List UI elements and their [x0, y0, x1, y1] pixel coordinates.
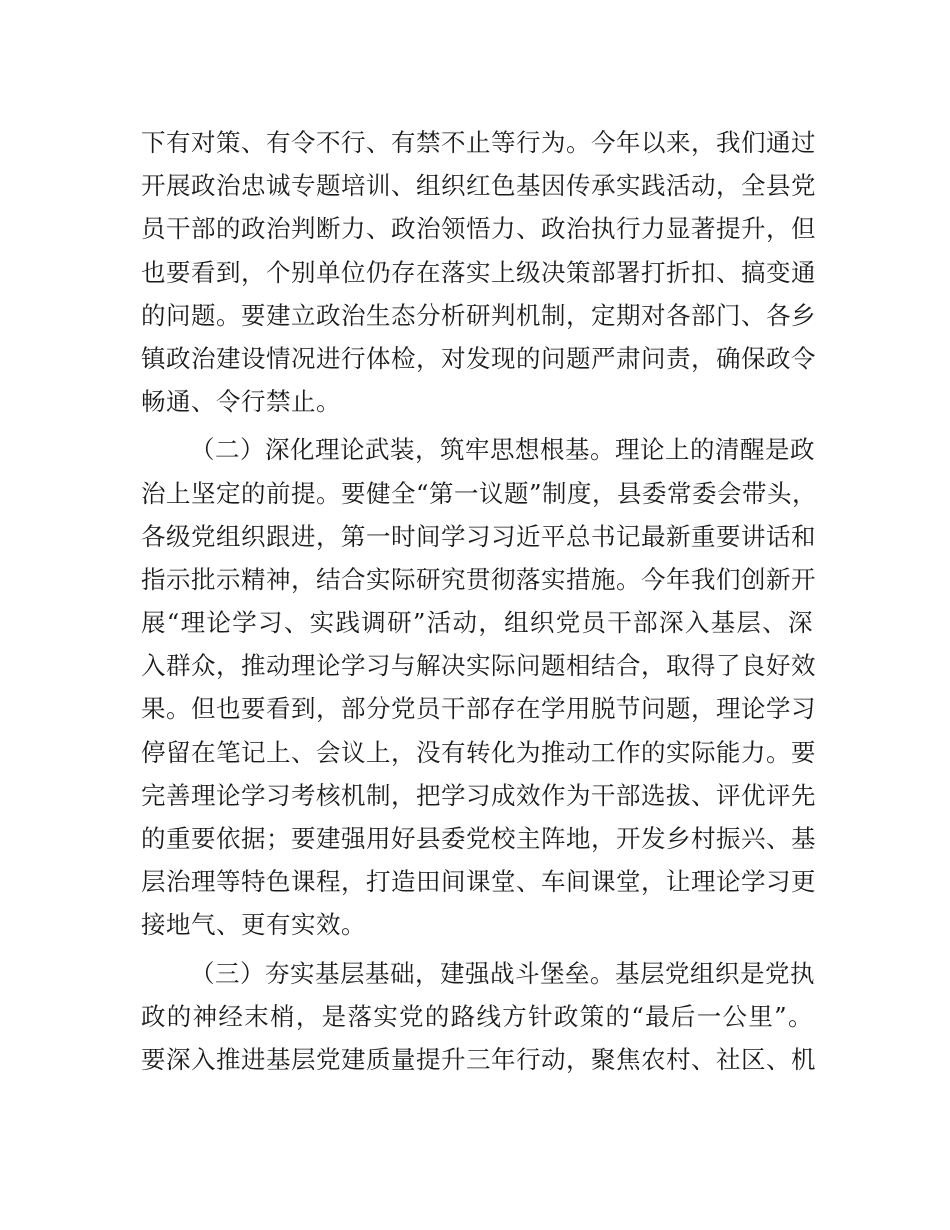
text-line: 停留在笔记上、会议上，没有转化为推动工作的实际能力。要 — [141, 737, 816, 767]
text-line: （三）夯实基层基础，建强战斗堡垒。基层党组织是党执 — [190, 958, 815, 988]
text-line: 接地气、更有实效。 — [141, 910, 366, 940]
text-line: 下有对策、有令不行、有禁不止等行为。今年以来，我们通过 — [141, 128, 816, 157]
text-line: 的问题。要建立政治生态分析研判机制，定期对各部门、各乡 — [141, 300, 816, 330]
text-line: 政的神经末梢，是落实党的路线方针政策的“最后一公里”。 — [141, 1001, 813, 1031]
text-line: 入群众，推动理论学习与解决实际问题相结合，取得了良好效 — [141, 651, 816, 681]
text-line: 果。但也要看到，部分党员干部存在学用脱节问题，理论学习 — [141, 694, 816, 724]
text-line: 各级党组织跟进，第一时间学习习近平总书记最新重要讲话和 — [141, 521, 816, 551]
text-line: 员干部的政治判断力、政治领悟力、政治执行力显著提升，但 — [141, 214, 816, 244]
text-line: 指示批示精神，结合实际研究贯彻落实措施。今年我们创新开 — [141, 564, 816, 594]
text-line: 展“理论学习、实践调研”活动，组织党员干部深入基层、深 — [141, 608, 813, 638]
text-line: 镇政治建设情况进行体检，对发现的问题严肃问责，确保政令 — [141, 343, 816, 373]
document-body — [141, 121, 818, 1081]
text-line: 开展政治忠诚专题培训、组织红色基因传承实践活动，全县党 — [141, 171, 816, 201]
text-line: 要深入推进基层党建质量提升三年行动，聚焦农村、社区、机 — [141, 1044, 816, 1074]
text-line: （二）深化理论武装，筑牢思想根基。理论上的清醒是政 — [190, 435, 815, 465]
text-line: 的重要依据；要建强用好县委党校主阵地，开发乡村振兴、基 — [141, 824, 816, 853]
text-line: 层治理等特色课程，打造田间课堂、车间课堂，让理论学习更 — [141, 867, 816, 897]
text-line: 畅通、令行禁止。 — [141, 387, 341, 417]
text-line: 治上坚定的前提。要健全“第一议题”制度，县委常委会带头， — [141, 478, 818, 508]
text-line: 完善理论学习考核机制，把学习成效作为干部选拔、评优评先 — [141, 780, 816, 810]
text-line: 也要看到，个别单位仍存在落实上级决策部署打折扣、搞变通 — [141, 257, 816, 287]
